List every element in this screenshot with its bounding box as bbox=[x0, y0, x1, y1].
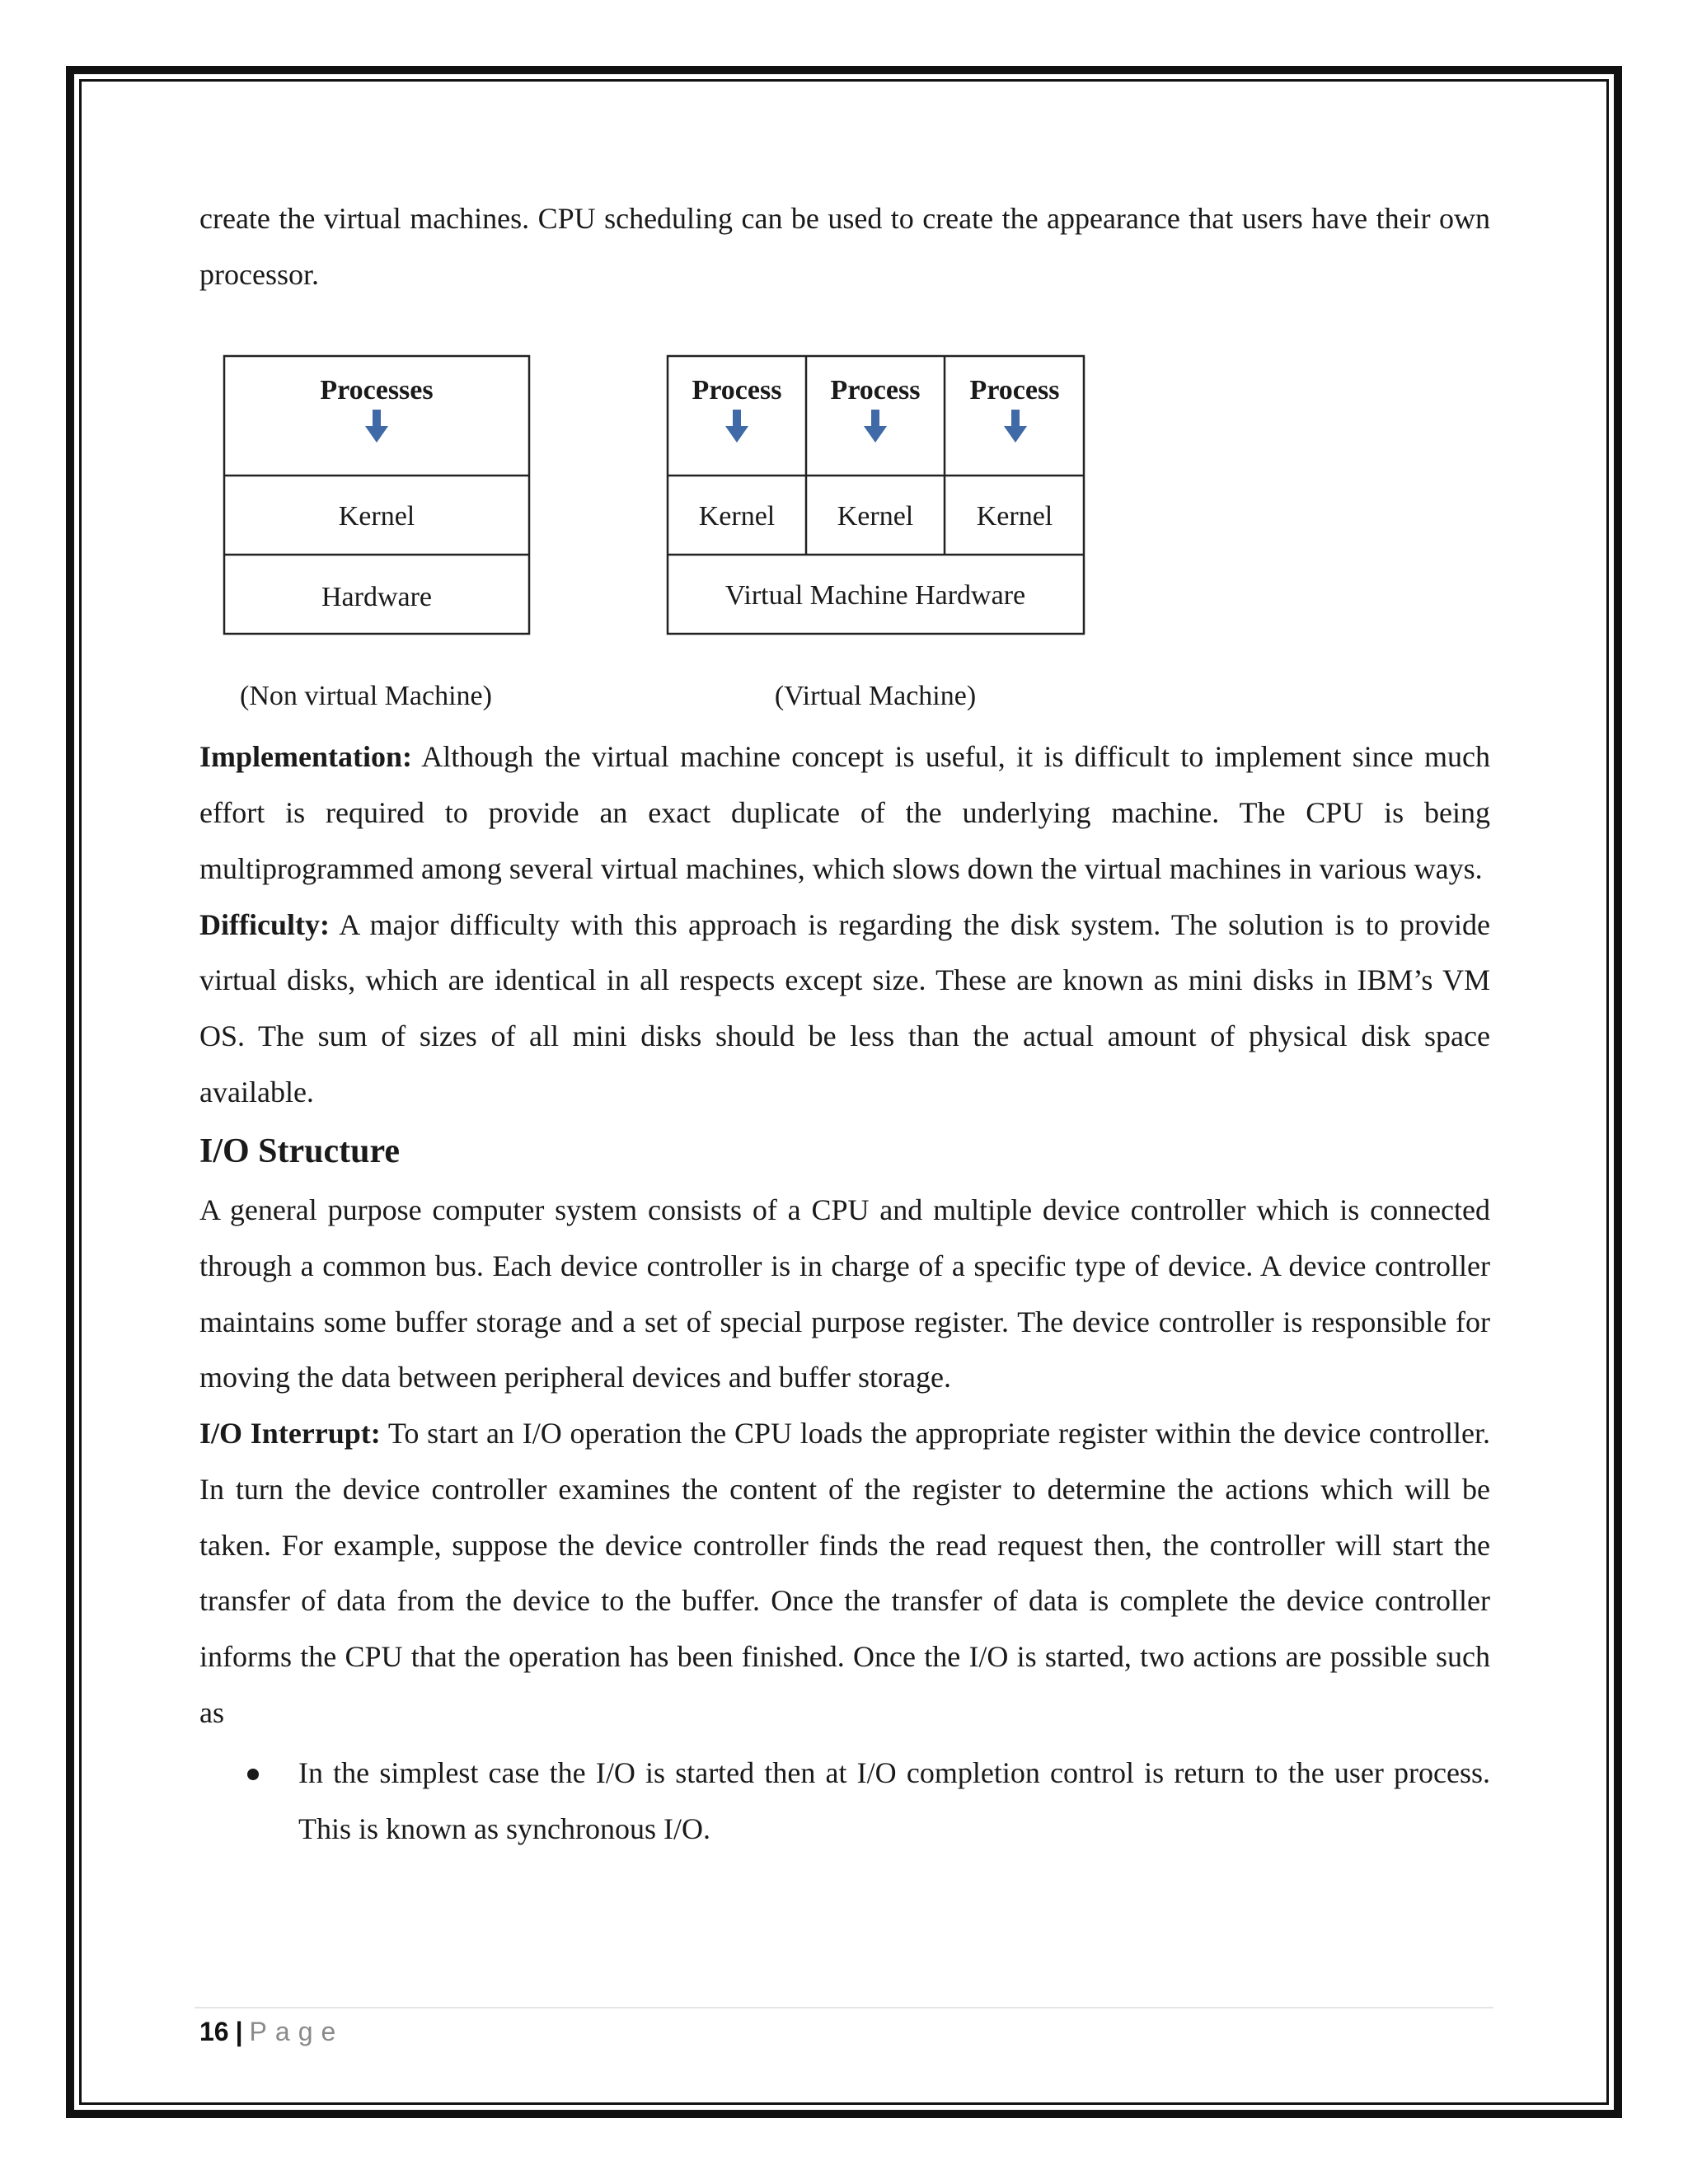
processes-label: Processes bbox=[320, 375, 434, 406]
non-virtual-machine-stack bbox=[224, 356, 529, 711]
down-arrow-icon bbox=[725, 410, 748, 443]
intro-paragraph: create the virtual machines. CPU scheduling can be used to create the appearance that users have their own processor. bbox=[199, 202, 1490, 291]
kernel-label: Kernel bbox=[338, 501, 415, 532]
page-footer bbox=[199, 2013, 344, 2050]
io-structure-paragraph: A general purpose computer system consists of a CPU and multiple device controller which is connected through a common bus. Each device controller is in charge of a specific type of device. A device controller maintains some buffer storage and a set of special purpose register. The device controller is responsible for moving the data between peripheral devices and buffer storage. bbox=[199, 1193, 1490, 1394]
io-structure-heading: I/O Structure bbox=[199, 1132, 401, 1171]
page-word: Page bbox=[249, 2017, 345, 2046]
list-item-text: In the simplest case the I/O is started then at I/O completion control is return to the user process. This is known as synchronous I/O. bbox=[298, 1756, 1490, 1846]
difficulty-label: Difficulty: bbox=[199, 907, 330, 941]
bullet-icon bbox=[247, 1769, 259, 1780]
kernel-label-3: Kernel bbox=[976, 501, 1053, 532]
vm-caption: (Virtual Machine) bbox=[774, 681, 977, 712]
down-arrow-icon bbox=[864, 410, 887, 443]
footer-rule bbox=[195, 2007, 1493, 2008]
virtual-machine-stack bbox=[668, 356, 1084, 711]
process-label-3: Process bbox=[969, 375, 1060, 406]
process-label-2: Process bbox=[830, 375, 921, 406]
vm-hardware-label: Virtual Machine Hardware bbox=[724, 580, 1026, 612]
kernel-label-1: Kernel bbox=[698, 501, 776, 532]
process-label-1: Process bbox=[692, 375, 782, 406]
footer-separator: | bbox=[235, 2017, 243, 2046]
implementation-text: Although the virtual machine concept is useful, it is difficult to implement since much effort is required to provide an exact duplicate of the underlying machine. The CPU is being multiprogrammed among several virtual machines, which slows down the virtual machines in various ways. bbox=[199, 740, 1490, 885]
kernel-label-2: Kernel bbox=[837, 501, 914, 532]
difficulty-paragraph bbox=[199, 898, 1490, 1121]
io-interrupt-text: To start an I/O operation the CPU loads the appropriate register within the device controller. In turn the device controller examines the content of the register to determine the actions which will be taken. For example, suppose the device controller finds the read request then, the controller will start the transfer of data from the device to the buffer. Once the transfer of data is complete the device controller informs the CPU that the operation has been finished. Once the I/O is started, two actions are possible such as bbox=[199, 1417, 1490, 1729]
down-arrow-icon bbox=[1004, 410, 1027, 443]
page-content bbox=[199, 191, 1490, 1858]
implementation-label: Implementation: bbox=[199, 740, 412, 774]
difficulty-text: A major difficulty with this approach is regarding the disk system. The solution is to provide virtual disks, which are identical in all respects except size. These are known as mini disks in IBM’s VM OS. The sum of sizes of all mini disks should be less than the actual amount of physical disk space available. bbox=[199, 907, 1490, 1108]
io-interrupt-label: I/O Interrupt: bbox=[199, 1417, 381, 1451]
io-actions-list bbox=[199, 1746, 1490, 1857]
non-vm-caption: (Non virtual Machine) bbox=[240, 681, 492, 712]
implementation-paragraph bbox=[199, 729, 1490, 897]
list-item bbox=[199, 1746, 1490, 1857]
page-number: 16 bbox=[199, 2017, 229, 2046]
down-arrow-icon bbox=[365, 410, 388, 443]
vm-diagram-svg bbox=[199, 302, 1490, 729]
io-interrupt-paragraph bbox=[199, 1406, 1490, 1741]
hardware-label: Hardware bbox=[321, 582, 433, 613]
vm-diagram bbox=[199, 302, 1490, 729]
